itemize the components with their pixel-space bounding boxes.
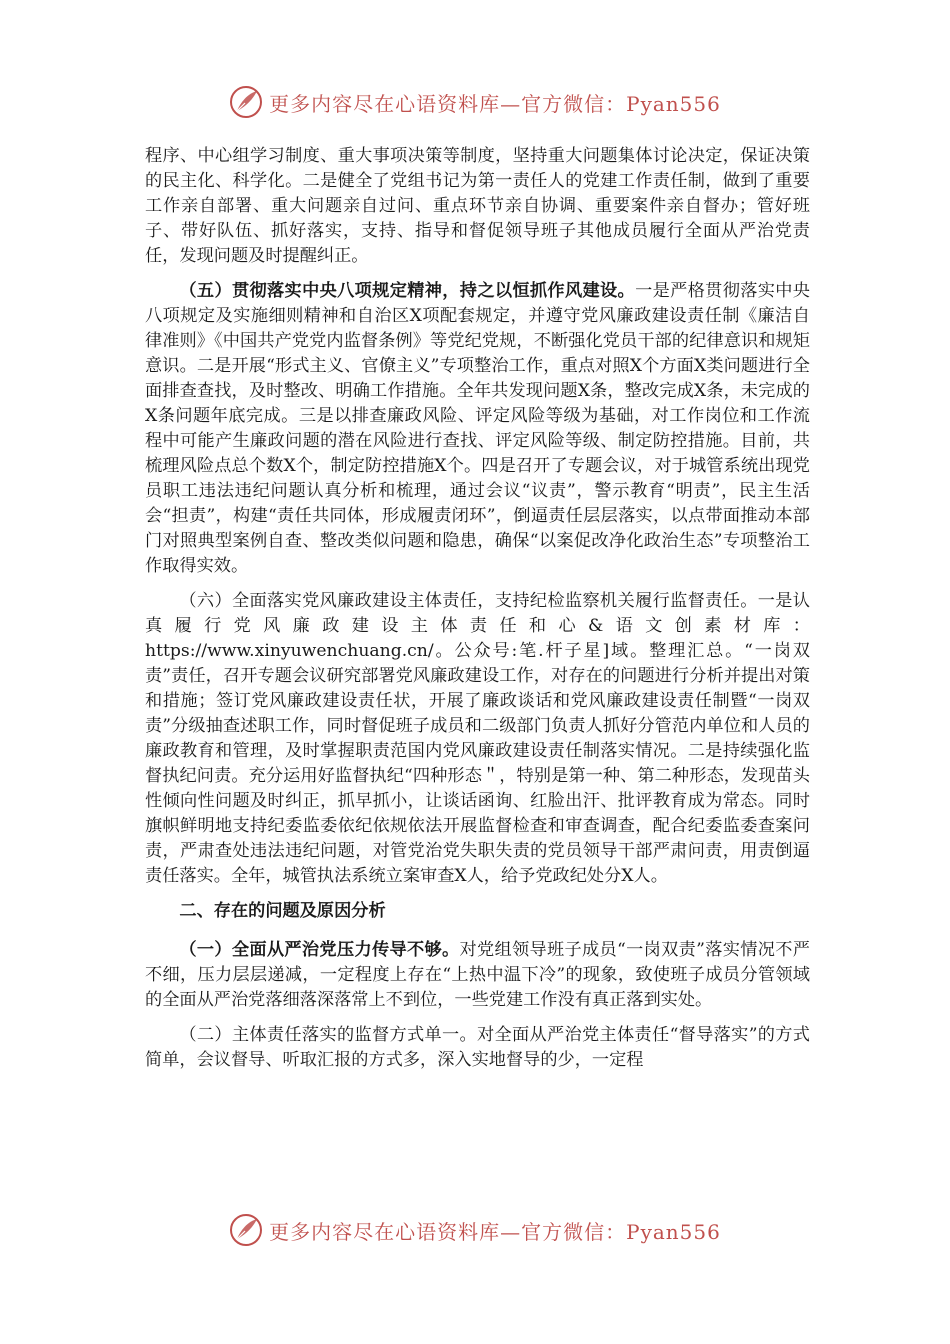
feather-pen-logo-icon <box>229 85 263 119</box>
problem-1-text: 对党组领导班子成员“一岗双责”落实情况不严不细，压力层层递减，一定程度上存在“上热中温下冷”的现象，致使班子成员分管领域的全面从严治党落细落深落常上不到位，一些党建工作没有真正落到实处。 <box>145 940 810 1010</box>
problem-1-lead: （一）全面从严治党压力传导不够。 <box>179 940 460 960</box>
paragraph-continued: 程序、中心组学习制度、重大事项决策等制度，坚持重大问题集体讨论决定，保证决策的民主化、科学化。二是健全了党组书记为第一责任人的党建工作责任制，做到了重要工作亲自部署、重大问题亲自过问、重点环节亲自协调、重要案件亲自督办；管好班子、带好队伍、抓好落实，支持、指导和督促领导班子其他成员履行全面从严治党责任，发现问题及时提醒纠正。 <box>145 146 810 266</box>
section-5-text: 一是严格贯彻落实中央八项规定及实施细则精神和自治区X项配套规定，并遵守党风廉政建设责任制《廉洁自律准则》《中国共产党党内监督条例》等党纪党规，不断强化党员干部的纪律意识和规矩意识。二是开展“形式主义、官僚主义”专项整治工作，重点对照X个方面X类问题进行全面排查查找，及时整改、明确工作措施。全年共发现问题X条，整改完成X条，未完成的X条问题年底完成。三是以排查廉政风险、评定风险等级为基础，对工作岗位和工作流程中可能产生廉政问题的潜在风险进行查找、评定风险等级、制定防控措施。目前，共梳理风险点总个数X个，制定防控措施X个。四是召开了专题会议，对于城管系统出现党员职工违法违纪问题认真分析和梳理，通过会议“议责”，警示教育“明责”，民主生活会“担责”，构建“责任共同体，形成履责闭环”，倒逼责任层层落实，以点带面推动本部门对照典型案例自查、整改类似问题和隐患，确保“以案促改净化政治生态”专项整治工作取得实效。 <box>145 281 810 576</box>
heading-problems-analysis: 二、存在的问题及原因分析 <box>179 901 386 921</box>
paragraph-problem-2: （二）主体责任落实的监督方式单一。对全面从严治党主体责任“督导落实”的方式简单，会议督导、听取汇报的方式多，深入实地督导的少，一定程 <box>145 1025 810 1070</box>
header-watermark-text: 更多内容尽在心语资料库—官方微信：Pyan556 <box>269 91 721 116</box>
feather-pen-logo-icon <box>229 1213 263 1247</box>
paragraph-section-6: （六）全面落实党风廉政建设主体责任，支持纪检监察机关履行监督责任。一是认真履行党风廉政建设主体责任和心&语文创素材库：https://www.xinyuwenchuang.cn/。公众号:笔.杆子星]域。整理汇总。“一岗双责”责任，召开专题会议研究部署党风廉政建设工作，对存在的问题进行分析并提出对策和措施；签订党风廉政建设责任状，开展了廉政谈话和党风廉政建设责任制暨“一岗双责”分级抽查述职工作，同时督促班子成员和二级部门负责人抓好分管范内单位和人员的廉政教育和管理，及时掌握职责范国内党风廉政建设责任制落实情况。二是持续强化监督执纪问责。充分运用好监督执纪“四种形态＂，特别是第一种、第二种形态，发现苗头性倾向性问题及时纠正，抓早抓小，让谈话函询、红脸出汗、批评教育成为常态。同时旗帜鲜明地支持纪委监委依纪依规依法开展监督检查和审查调查，配合纪委监委查案问责，严肃查处违法违纪问题，对管党治党失职失责的党员领导干部严肃问责，用责倒逼责任落实。全年，城管执法系统立案审查X人，给予党政纪处分X人。 <box>145 591 810 886</box>
paragraph-problem-1 <box>145 938 810 1013</box>
header-watermark-banner <box>0 82 950 122</box>
document-body <box>145 144 810 1083</box>
footer-watermark-banner <box>0 1210 950 1250</box>
paragraph-section-5 <box>145 279 810 579</box>
footer-watermark-text: 更多内容尽在心语资料库—官方微信：Pyan556 <box>269 1219 721 1244</box>
section-5-lead: （五）贯彻落实中央八项规定精神，持之以恒抓作风建设。 <box>179 281 636 301</box>
